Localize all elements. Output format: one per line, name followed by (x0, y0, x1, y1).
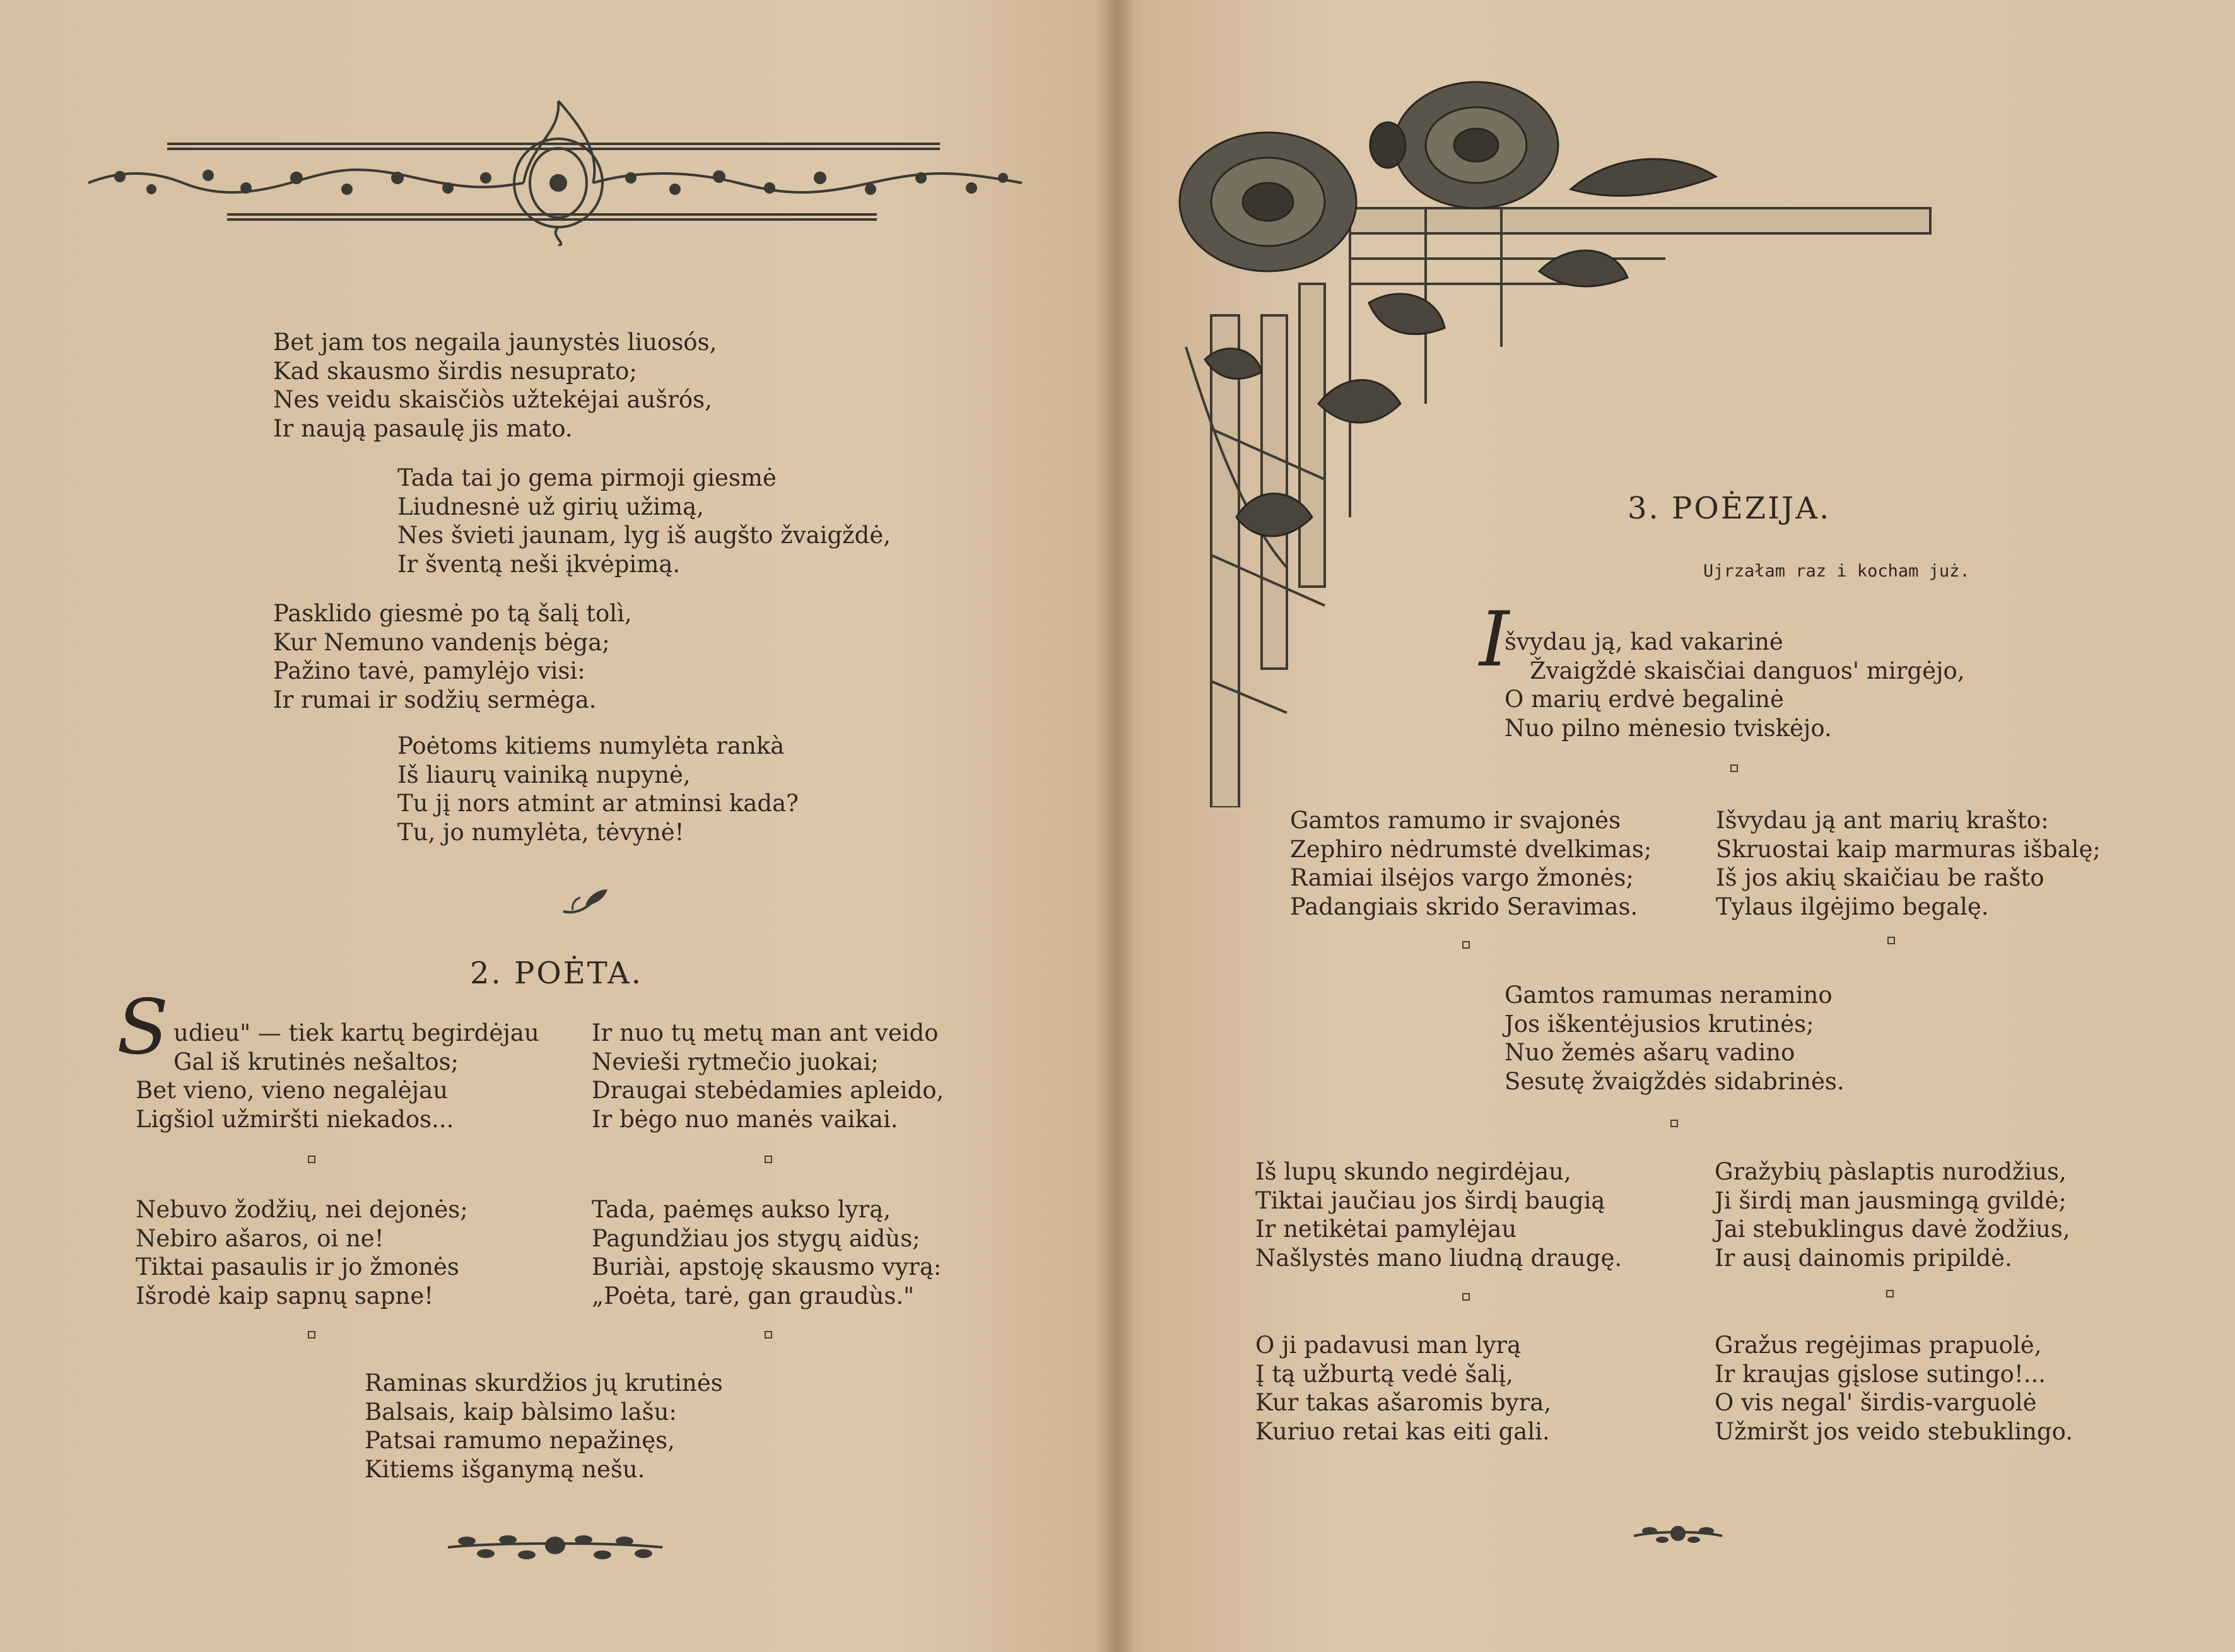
stanza-separator (1462, 1293, 1470, 1301)
verse-line: Balsais, kaip bàlsimo lašu: (365, 1398, 677, 1426)
verse-line: Pagundžiau jos stygų aidùs; (592, 1224, 920, 1252)
verse-line: O ji padavusi man lyrą (1255, 1332, 1522, 1359)
verse-line: Tiktai pasaulis ir jo žmonės (136, 1253, 459, 1280)
verse-line: Nuo žemės ašarų vadino (1505, 1039, 1795, 1066)
verse-line: Į tą užburtą vedė šalį, (1255, 1360, 1513, 1388)
verse-line: Išrodė kaip sapnų sapne! (136, 1282, 434, 1309)
verse-line: Pasklido giesmė po tą šalį tolì, (273, 600, 632, 627)
verse-line: Iš jos akių skaičiau be rašto (1716, 864, 2044, 891)
poem-2-right-stanza-1 (592, 1019, 944, 1134)
verse-line: Ir rumai ir sodžių sermėga. (273, 686, 597, 713)
poem-3-stanza-1 (1505, 628, 1965, 742)
verse-line: Kitiems išganymą nešu. (365, 1455, 645, 1483)
verse-line: Bet vieno, vieno negalėjau (136, 1077, 449, 1104)
verse-line: Nevieši rytmečio juokai; (592, 1048, 879, 1075)
verse-line: Ir naują pasaulę jis mato. (273, 414, 573, 442)
verse-line: Našlystės mano liudną draugę. (1255, 1244, 1622, 1272)
verse-line: Ramiai ilsėjos vargo žmonės; (1290, 864, 1634, 891)
poem-2-final-stanza (365, 1369, 723, 1484)
verse-line: Gamtos ramumas neramino (1505, 981, 1833, 1009)
intro-stanza-2 (397, 464, 891, 578)
verse-line: Nebuvo žodžių, nei dejonės; (136, 1196, 468, 1223)
verse-line: Kuriuo retai kas eiti gali. (1255, 1417, 1550, 1445)
stanza-separator (308, 1331, 315, 1339)
poem-3-pair1-left (1290, 806, 1651, 921)
stanza-separator (1462, 941, 1470, 949)
verse-line: Gal iš krutinės nešaltos; (173, 1048, 459, 1075)
stanza-separator (765, 1156, 772, 1163)
verse-line: Tada, paėmęs aukso lyrą, (592, 1196, 891, 1223)
small-tailpiece-ornament (1631, 1517, 1725, 1549)
verse-line: Jos iškentėjusios krutinės; (1505, 1010, 1814, 1038)
floral-header-ornament (82, 88, 1035, 246)
poem-3-pair3-right (1715, 1331, 2073, 1446)
verse-line: Buriài, apstoję skausmo vyrą: (592, 1253, 942, 1280)
verse-line: Jai stebuklingus davė žodžius, (1715, 1216, 2070, 1243)
verse-line: Ir ausį dainomis pripildė. (1715, 1244, 2012, 1272)
stanza-separator (765, 1331, 772, 1339)
verse-line: Ligšiol užmiršti niekados... (136, 1105, 454, 1133)
verse-line: Gražybių pàslaptis nurodžius, (1715, 1158, 2067, 1185)
verse-line: Tylaus ilgėjimo begalę. (1716, 893, 1989, 920)
verse-line: Ir nuo tų metų man ant veido (592, 1019, 939, 1046)
verse-line: Tiktai jaučiau jos širdį baugią (1255, 1186, 1605, 1214)
verse-line: Ir bėgo nuo manės vaikai. (592, 1105, 898, 1133)
poem-3-title: 3. POĖZIJA. (1628, 491, 1831, 526)
verse-line: Tu jį nors atmint ar atminsi kada? (397, 790, 799, 817)
verse-line: Padangiais skrido Seravimas. (1290, 893, 1638, 920)
verse-line: Iš liaurų vainiką nupynė, (397, 761, 691, 788)
drop-cap-s: S (117, 984, 169, 1072)
verse-line: Draugai stebėdamies apleido, (592, 1077, 944, 1104)
verse-line: Kur Nemuno vandenįs bėga; (273, 628, 610, 656)
intro-stanza-3 (273, 599, 632, 714)
intro-stanza-1 (273, 328, 717, 443)
stanza-separator (1730, 764, 1738, 772)
verse-line: Nes veidu skaisčiòs užtekėjai aušrós, (273, 386, 712, 413)
verse-line: Liudnesnė už girių užimą, (397, 493, 704, 520)
verse-line: „Poėta, tarė, gan graudùs." (592, 1282, 915, 1309)
verse-line: udieu" — tiek kartų begirdėjau (173, 1019, 539, 1046)
verse-line: Kad skausmo širdis nesuprato; (273, 357, 637, 385)
drop-cap-i: I (1479, 596, 1510, 684)
poem-3-middle-stanza (1505, 981, 1845, 1096)
poem-2-left-stanza-2 (136, 1195, 468, 1310)
verse-line: Išvydau ją ant marių krašto: (1716, 807, 2049, 834)
verse-line: Bet jam tos negaila jaunystės liuosós, (273, 329, 717, 356)
verse-line: Pažino tavė, pamylėjo visi: (273, 657, 585, 684)
verse-line: Poėtoms kitiems numylėta rankà (397, 732, 785, 759)
verse-line: Ji širdį man jausmingą gvildė; (1715, 1186, 2067, 1214)
poem-2-title: 2. POĖTA. (470, 956, 643, 991)
poem-3-pair2-right (1715, 1157, 2070, 1272)
stanza-separator (1670, 1120, 1678, 1127)
verse-line: Nebiro ašaros, oi ne! (136, 1224, 384, 1252)
verse-line: Tada tai jo gema pirmoji giesmė (397, 464, 777, 491)
verse-line: Nuo pilno mėnesio tviskėjo. (1505, 714, 1832, 742)
verse-line: Raminas skurdžios jų krutinės (365, 1369, 723, 1397)
leaf-flourish-icon (560, 886, 611, 918)
verse-line: Tu, jo numylėta, tėvynė! (397, 818, 684, 846)
stanza-separator (308, 1156, 315, 1163)
verse-line: Žvaigždė skaisčiai danguos' mirgėjo, (1530, 657, 1965, 684)
verse-line: Užmiršt jos veido stebuklingo. (1715, 1417, 2074, 1445)
verse-line: švydau ją, kad vakarinė (1505, 628, 1783, 655)
verse-line: Gražus regėjimas prapuolė, (1715, 1332, 2042, 1359)
stanza-separator (1886, 1290, 1894, 1298)
verse-line: Ir kraujas gįslose sutingo!... (1715, 1360, 2046, 1388)
verse-line: Kur takas ašaromis byra, (1255, 1389, 1552, 1416)
stanza-separator (1887, 937, 1895, 944)
verse-line: Patsai ramumo nepažinęs, (365, 1427, 675, 1454)
book-gutter (1098, 0, 1135, 1652)
vine-tailpiece-ornament (442, 1523, 669, 1567)
verse-line: O marių erdvė begalinė (1505, 686, 1784, 713)
verse-line: Ir netikėtai pamylėjau (1255, 1216, 1517, 1243)
poem-2-right-stanza-2 (592, 1195, 941, 1310)
verse-line: Skruostai kaip marmuras išbalę; (1716, 835, 2101, 863)
verse-line: Zephiro nėdrumstė dvelkimas; (1290, 835, 1652, 863)
verse-line: Nes švieti jaunam, lyg iš augšto žvaigždė, (397, 522, 891, 549)
poem-2-left-stanza-1 (136, 1019, 539, 1134)
poem-3-pair1-right (1716, 806, 2101, 921)
verse-line: Gamtos ramumo ir svajonės (1290, 807, 1621, 834)
intro-stanza-4 (397, 732, 799, 847)
verse-line: O vis negal' širdis-varguolė (1715, 1389, 2037, 1416)
poem-3-pair2-left (1255, 1157, 1622, 1272)
verse-line: Sesutę žvaigždės sidabrinės. (1505, 1067, 1845, 1095)
verse-line: Iš lupų skundo negirdėjau, (1255, 1158, 1571, 1185)
poem-3-epigraph: Ujrzałam raz i kocham już. (1703, 561, 1970, 581)
poem-3-pair3-left (1255, 1331, 1551, 1446)
verse-line: Ir šventą neši įkvėpimą. (397, 550, 681, 578)
